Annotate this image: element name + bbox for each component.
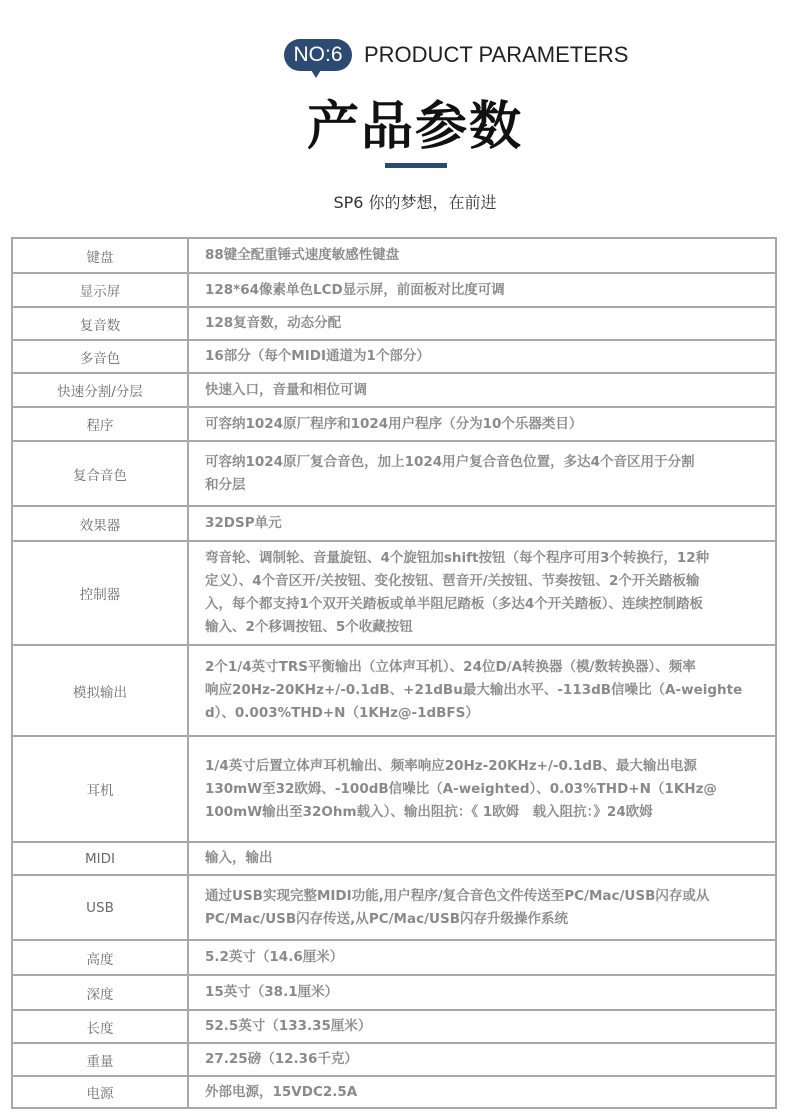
spec-value: 1/4英寸后置立体声耳机输出、频率响应20Hz-20KHz+/-0.1dB、最大输出电源 130mW至32欧姆、-100dB信噪比（A-weighted）、0.03%THD+N（1KHz@ 100mW输出至32Ohm载入）、输出阻抗：《 1欧姆 载入阻抗：》24欧姆 bbox=[188, 736, 776, 842]
spec-label: 复音数 bbox=[12, 307, 188, 340]
spec-value: 弯音轮、调制轮、音量旋钮、4个旋钮加shift按钮（每个程序可用3个转换行，12种 定义）、4个音区开/关按钮、变化按钮、琶音开/关按钮、节奏按钮、2个开关踏板输 入，每个都支持1个双开关踏板或单半阻尼踏板（多达4个开关踏板）、连续控制踏板 输入、2个移调按钮、5个收藏按钮 bbox=[188, 541, 776, 645]
spec-value: 15英寸（38.1厘米） bbox=[188, 975, 776, 1010]
spec-label: 耳机 bbox=[12, 736, 188, 842]
spec-label: USB bbox=[12, 875, 188, 940]
spec-row bbox=[12, 1043, 776, 1076]
spec-value: 外部电源，15VDC2.5A bbox=[188, 1076, 776, 1108]
spec-row bbox=[12, 645, 776, 736]
spec-label: 重量 bbox=[12, 1043, 188, 1076]
spec-row bbox=[12, 407, 776, 441]
spec-row bbox=[12, 340, 776, 373]
spec-table bbox=[11, 237, 777, 1109]
spec-row bbox=[12, 506, 776, 541]
spec-value: 27.25磅（12.36千克） bbox=[188, 1043, 776, 1076]
spec-row bbox=[12, 441, 776, 506]
spec-value: 快速入口，音量和相位可调 bbox=[188, 373, 776, 407]
spec-row bbox=[12, 875, 776, 940]
spec-label: 多音色 bbox=[12, 340, 188, 373]
spec-row bbox=[12, 307, 776, 340]
spec-value: 52.5英寸（133.35厘米） bbox=[188, 1010, 776, 1043]
spec-label: 控制器 bbox=[12, 541, 188, 645]
spec-value: 128*64像素单色LCD显示屏，前面板对比度可调 bbox=[188, 273, 776, 307]
spec-label: 电源 bbox=[12, 1076, 188, 1108]
spec-label: 显示屏 bbox=[12, 273, 188, 307]
spec-value: 可容纳1024原厂程序和1024用户程序（分为10个乐器类目） bbox=[188, 407, 776, 441]
spec-label: 长度 bbox=[12, 1010, 188, 1043]
spec-row bbox=[12, 975, 776, 1010]
spec-value: 5.2英寸（14.6厘米） bbox=[188, 940, 776, 975]
spec-value: 88键全配重锤式速度敏感性键盘 bbox=[188, 238, 776, 273]
spec-label: 效果器 bbox=[12, 506, 188, 541]
spec-label: 程序 bbox=[12, 407, 188, 441]
section-english-title: PRODUCT PARAMETERS bbox=[364, 42, 629, 67]
spec-row bbox=[12, 273, 776, 307]
spec-row bbox=[12, 1010, 776, 1043]
spec-row bbox=[12, 736, 776, 842]
spec-value: 128复音数，动态分配 bbox=[188, 307, 776, 340]
spec-label: 复合音色 bbox=[12, 441, 188, 506]
page-subtitle: SP6 你的梦想，在前进 bbox=[333, 193, 497, 212]
spec-value: 通过USB实现完整MIDI功能,用户程序/复合音色文件传送至PC/Mac/USB闪存或从 PC/Mac/USB闪存传送,从PC/Mac/USB闪存升级操作系统 bbox=[188, 875, 776, 940]
spec-label: MIDI bbox=[12, 842, 188, 875]
spec-row bbox=[12, 842, 776, 875]
spec-value: 输入，输出 bbox=[188, 842, 776, 875]
spec-value: 16部分（每个MIDI通道为1个部分） bbox=[188, 340, 776, 373]
title-divider bbox=[385, 163, 447, 168]
spec-value: 32DSP单元 bbox=[188, 506, 776, 541]
page-title: 产品参数 bbox=[306, 97, 523, 157]
spec-value: 2个1/4英寸TRS平衡输出（立体声耳机）、24位D/A转换器（模/数转换器）、频率 响应20Hz-20KHz+/-0.1dB、+21dBu最大输出水平、-113dB信噪比（A-weighte d）、0.003%THD+N（1KHz@-1dBFS） bbox=[188, 645, 776, 736]
spec-label: 高度 bbox=[12, 940, 188, 975]
spec-row bbox=[12, 238, 776, 273]
spec-label: 键盘 bbox=[12, 238, 188, 273]
spec-label: 快速分割/分层 bbox=[12, 373, 188, 407]
spec-row bbox=[12, 1076, 776, 1108]
spec-label: 模拟输出 bbox=[12, 645, 188, 736]
spec-value: 可容纳1024原厂复合音色，加上1024用户复合音色位置，多达4个音区用于分割 和分层 bbox=[188, 441, 776, 506]
spec-row bbox=[12, 940, 776, 975]
spec-row bbox=[12, 373, 776, 407]
spec-label: 深度 bbox=[12, 975, 188, 1010]
spec-row bbox=[12, 541, 776, 645]
section-number-badge: NO:6 bbox=[284, 39, 352, 71]
